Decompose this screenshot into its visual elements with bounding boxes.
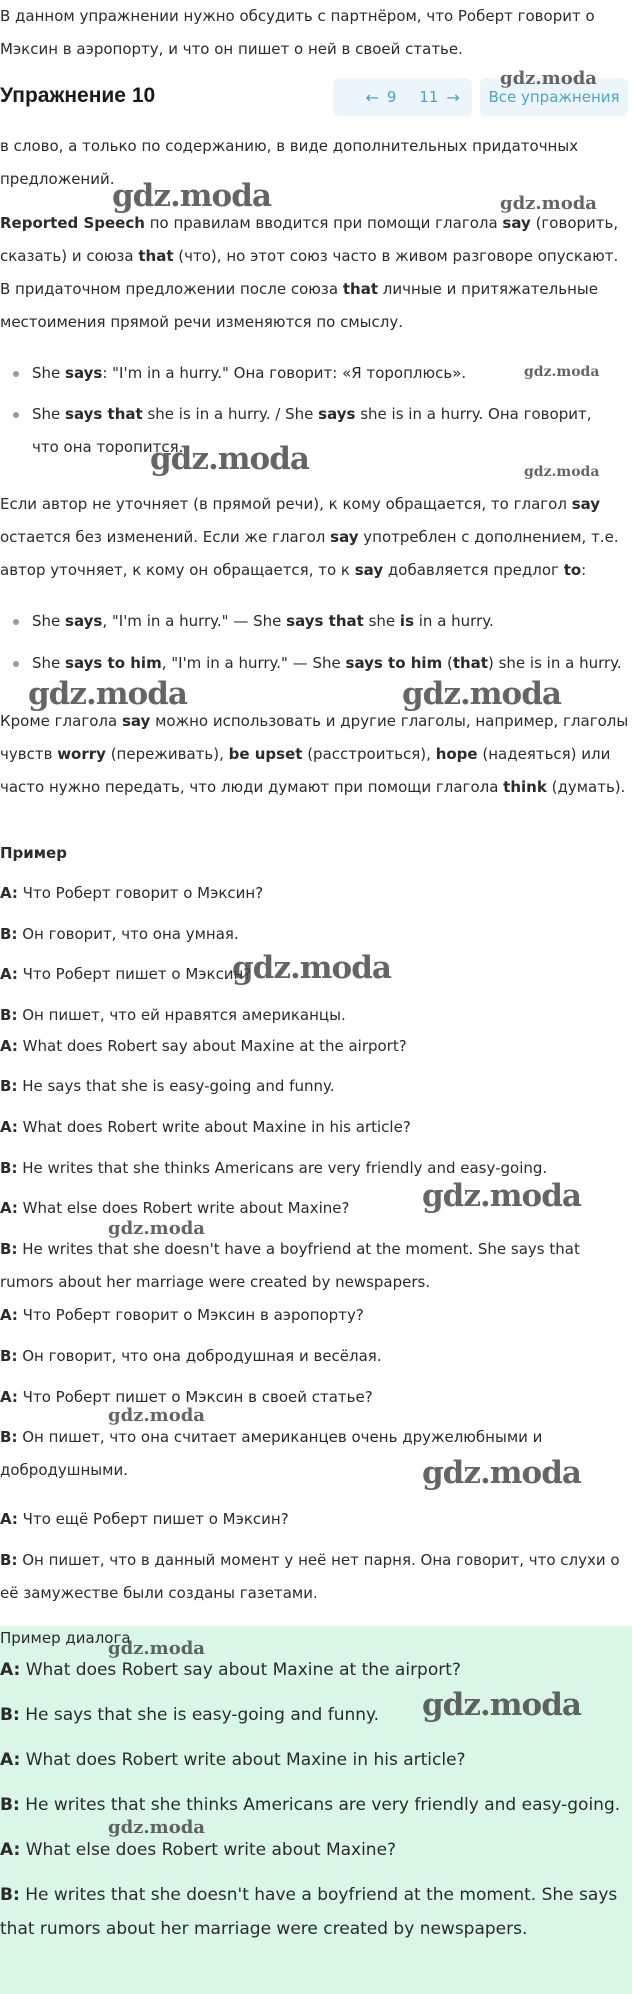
line-text: Он пишет, что ей нравятся американцы. xyxy=(22,1006,346,1024)
line-text: He says that she is easy-going and funny. xyxy=(22,1077,335,1095)
next-exercise-button[interactable] xyxy=(407,78,472,116)
term: hope xyxy=(435,745,478,763)
text: (думать). xyxy=(546,778,626,796)
speaker: B xyxy=(0,1795,13,1815)
term: says xyxy=(65,364,103,382)
text: Если автор не уточняет (в прямой речи), к кому обращается, то глагол xyxy=(0,495,572,513)
example-line xyxy=(0,1340,632,1373)
dialog-line xyxy=(0,1833,632,1867)
speaker: B xyxy=(0,1428,12,1446)
text: , "I'm in a hurry." — She xyxy=(102,612,287,630)
speaker-colon: : xyxy=(11,1428,18,1446)
line-text: What else does Robert write about Maxine? xyxy=(22,1199,350,1217)
line-text: Что Роберт пишет о Мэксин в своей статье? xyxy=(22,1388,373,1406)
speaker-colon: : xyxy=(11,1199,18,1217)
line-text: Он говорит, что она умная. xyxy=(22,925,239,943)
speaker: A xyxy=(0,884,12,902)
term: that xyxy=(138,247,174,265)
speaker-colon: : xyxy=(11,1159,18,1177)
text: (надеяться) или часто нужно передать, что люди думают при помощи глагола xyxy=(0,745,611,796)
text: She xyxy=(32,364,66,382)
text: добавляется предлог xyxy=(383,561,564,579)
speaker: B xyxy=(0,1159,12,1177)
speaker-colon: : xyxy=(12,1705,20,1725)
watermark: gdz.moda xyxy=(150,441,309,477)
example-line xyxy=(0,1503,632,1536)
text: по правилам вводится при помощи глагола xyxy=(144,214,503,232)
intro-text: В данном упражнении нужно обсудить с партнёром, что Роберт говорит о Мэксин в аэропорту, и что он пишет о ней в своей статье. xyxy=(0,7,595,58)
line-text: What does Robert write about Maxine in his article? xyxy=(25,1750,466,1770)
speaker-colon: : xyxy=(11,1118,18,1136)
line-text: He says that she is easy-going and funny. xyxy=(25,1705,380,1725)
speaker: B xyxy=(0,1240,12,1258)
page-title: Упражнение 10 xyxy=(0,84,156,107)
line-text: Что Роберт говорит о Мэксин? xyxy=(22,884,264,902)
watermark: gdz.moda xyxy=(108,1817,205,1838)
example-heading: Пример xyxy=(0,844,67,862)
example-line xyxy=(0,1111,632,1144)
arrow-right-icon: → xyxy=(446,87,460,107)
watermark: gdz.moda xyxy=(108,1405,205,1426)
line-text: Что ещё Роберт пишет о Мэксин? xyxy=(22,1510,289,1528)
watermark: gdz.moda xyxy=(422,1687,581,1723)
example-line xyxy=(0,877,632,910)
speaker-colon: : xyxy=(11,1077,18,1095)
watermark: gdz.moda xyxy=(402,676,561,712)
speaker-colon: : xyxy=(11,925,18,943)
dialog-heading: Пример диалога xyxy=(0,1629,131,1647)
text: (что), но этот союз часто в живом разговоре опускают. В придаточном предложении после союза xyxy=(0,247,619,298)
list-item xyxy=(32,398,612,464)
term: says to him xyxy=(65,654,162,672)
speaker-colon: : xyxy=(11,1551,18,1569)
rule-paragraph-1: в слово, а только по содержанию, в виде дополнительных придаточных предложений. xyxy=(0,137,579,188)
term: say xyxy=(502,214,531,232)
prev-exercise-label: 9 xyxy=(386,88,397,106)
term: says to him xyxy=(345,654,443,672)
rule-paragraph-2 xyxy=(0,207,632,339)
line-text: He writes that she doesn't have a boyfriend at the moment. She says that rumors about her marriage were created by newspapers. xyxy=(0,1240,580,1291)
watermark: gdz.moda xyxy=(108,1218,205,1239)
text: in a hurry. xyxy=(414,612,494,630)
speaker-colon: : xyxy=(12,1885,20,1905)
watermark: gdz.moda xyxy=(112,178,271,214)
dialog-line xyxy=(0,1878,632,1946)
term: that xyxy=(342,280,379,298)
speaker-colon: : xyxy=(11,884,18,902)
text: ) she is in a hurry. xyxy=(487,654,622,672)
speaker: A xyxy=(0,965,12,983)
text: употреблен с дополнением, т.е. автор уточняет, к кому он обращается, то к xyxy=(0,528,619,579)
speaker: A xyxy=(0,1388,12,1406)
speaker-colon: : xyxy=(11,1006,18,1024)
text: Кроме глагола xyxy=(0,712,122,730)
all-exercises-label: Все упражнения xyxy=(488,88,620,106)
speaker: A xyxy=(0,1510,12,1528)
term: is xyxy=(399,612,414,630)
list-item xyxy=(32,605,630,638)
speaker: B xyxy=(0,925,12,943)
line-text: He writes that she thinks Americans are very friendly and easy-going. xyxy=(25,1795,621,1815)
text: (переживать), xyxy=(105,745,229,763)
term: be upset xyxy=(228,745,303,763)
speaker-colon: : xyxy=(11,1037,18,1055)
watermark: gdz.moda xyxy=(524,464,600,480)
term: say xyxy=(330,528,359,546)
term: says xyxy=(65,612,103,630)
term: say xyxy=(121,712,151,730)
text: She xyxy=(32,405,66,423)
term: that xyxy=(452,654,488,672)
line-text: He writes that she thinks Americans are very friendly and easy-going. xyxy=(22,1159,548,1177)
speaker: B xyxy=(0,1347,12,1365)
speaker-colon: : xyxy=(11,1347,18,1365)
dialog-line xyxy=(0,1743,632,1777)
watermark: gdz.moda xyxy=(422,1178,581,1214)
example-line xyxy=(0,1070,632,1103)
text: , "I'm in a hurry." — She xyxy=(161,654,346,672)
example-line xyxy=(0,1233,632,1299)
example-line xyxy=(0,918,632,951)
arrow-left-icon: ← xyxy=(365,87,379,107)
speaker: B xyxy=(0,1551,12,1569)
watermark: gdz.moda xyxy=(28,676,187,712)
term: think xyxy=(503,778,547,796)
term: says that xyxy=(286,612,364,630)
rule-paragraph-3 xyxy=(0,488,632,587)
example-line xyxy=(0,1030,632,1063)
watermark: gdz.moda xyxy=(500,193,597,214)
line-text: He writes that she doesn't have a boyfriend at the moment. She says that rumors about her marriage were created by newspapers. xyxy=(0,1885,618,1939)
example-line xyxy=(0,1381,632,1414)
text: She xyxy=(32,654,66,672)
next-exercise-label: 11 xyxy=(419,88,439,106)
speaker-colon: : xyxy=(13,1750,21,1770)
example-line xyxy=(0,999,632,1032)
speaker-colon: : xyxy=(12,1795,20,1815)
text: остается без изменений. Если же глагол xyxy=(0,528,331,546)
speaker: B xyxy=(0,1077,12,1095)
term: say xyxy=(354,561,384,579)
speaker-colon: : xyxy=(11,965,18,983)
text: She xyxy=(32,612,66,630)
speaker: A xyxy=(0,1750,14,1770)
watermark: gdz.moda xyxy=(422,1455,581,1491)
speaker-colon: : xyxy=(11,1240,18,1258)
dialog-line xyxy=(0,1653,632,1687)
speaker: A xyxy=(0,1118,12,1136)
text: she is in a hurry. Она говорит, что она торопится. xyxy=(32,405,592,456)
text: (расстроиться), xyxy=(302,745,436,763)
rule-paragraph-4 xyxy=(0,705,632,804)
watermark: gdz.moda xyxy=(524,364,600,380)
example-line xyxy=(0,1544,632,1610)
term: says xyxy=(318,405,356,423)
dialog-line xyxy=(0,1788,632,1822)
line-text: What does Robert say about Maxine at the airport? xyxy=(25,1660,461,1680)
text: : xyxy=(581,561,587,579)
speaker: A xyxy=(0,1660,14,1680)
text: she xyxy=(363,612,400,630)
term: Reported Speech xyxy=(0,214,145,232)
line-text: Он пишет, что она считает американцев очень дружелюбными и добродушными. xyxy=(0,1428,543,1479)
line-text: Он пишет, что в данный момент у неё нет парня. Она говорит, что слухи о её замужестве были созданы газетами. xyxy=(0,1551,620,1602)
line-text: Что Роберт говорит о Мэксин в аэропорту? xyxy=(22,1306,364,1324)
watermark: gdz.moda xyxy=(500,68,597,89)
speaker: A xyxy=(0,1199,12,1217)
watermark: gdz.moda xyxy=(108,1638,205,1659)
term: says that xyxy=(65,405,143,423)
speaker-colon: : xyxy=(11,1306,18,1324)
speaker: B xyxy=(0,1006,12,1024)
speaker-colon: : xyxy=(13,1840,21,1860)
speaker: A xyxy=(0,1306,12,1324)
speaker: A xyxy=(0,1840,14,1860)
text: ( xyxy=(442,654,453,672)
term: say xyxy=(571,495,601,513)
text: личные и притяжательные местоимения прямой речи изменяются по смыслу. xyxy=(0,280,598,331)
speaker: A xyxy=(0,1037,12,1055)
line-text: Что Роберт пишет о Мэксин? xyxy=(22,965,252,983)
example-line xyxy=(0,1299,632,1332)
text: можно использовать и другие глаголы, например, глаголы чувств xyxy=(0,712,629,763)
speaker: B xyxy=(0,1885,13,1905)
speaker-colon: : xyxy=(11,1510,18,1528)
speaker-colon: : xyxy=(13,1660,21,1680)
line-text: What does Robert say about Maxine at the airport? xyxy=(22,1037,407,1055)
text: : "I'm in a hurry." Она говорит: «Я тороплюсь». xyxy=(102,364,467,382)
speaker: B xyxy=(0,1705,13,1725)
watermark: gdz.moda xyxy=(232,950,391,986)
speaker-colon: : xyxy=(11,1388,18,1406)
term: to xyxy=(563,561,582,579)
term: worry xyxy=(57,745,106,763)
text: she is in a hurry. / She xyxy=(142,405,319,423)
line-text: What does Robert write about Maxine in his article? xyxy=(22,1118,411,1136)
line-text: Он говорит, что она добродушная и весёлая. xyxy=(22,1347,382,1365)
line-text: What else does Robert write about Maxine? xyxy=(25,1840,397,1860)
text: (говорить, сказать) и союза xyxy=(0,214,619,265)
